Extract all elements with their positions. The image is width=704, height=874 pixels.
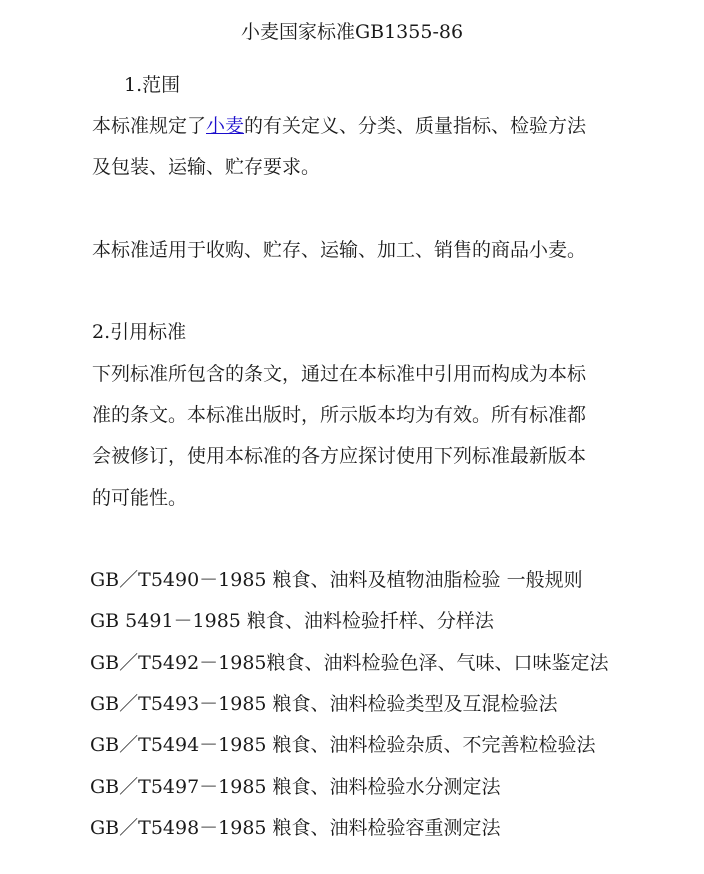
reference-item: GB／T5493－1985 粮食、油料检验类型及互混检验法 <box>90 693 558 715</box>
scope-text-before: 本标准规定了 <box>92 115 207 137</box>
reference-item: GB／T5494－1985 粮食、油料检验杂质、不完善粒检验法 <box>90 734 596 756</box>
references-paragraph-line-2: 准的条文。本标准出版时，所示版本均为有效。所有标准都 <box>92 404 587 426</box>
reference-item: GB／T5497－1985 粮食、油料检验水分测定法 <box>90 776 501 798</box>
scope-paragraph-line-2: 及包装、运输、贮存要求。 <box>92 156 321 178</box>
references-paragraph-line-4: 的可能性。 <box>92 487 188 509</box>
reference-item: GB／T5490－1985 粮食、油料及植物油脂检验 一般规则 <box>90 569 583 591</box>
scope-paragraph-line-1 <box>92 112 586 140</box>
reference-item: GB／T5498－1985 粮食、油料检验容重测定法 <box>90 817 501 839</box>
reference-item: GB 5491－1985 粮食、油料检验扦样、分样法 <box>90 610 494 632</box>
wheat-link[interactable]: 小麦 <box>206 115 245 137</box>
scope-text-after: 的有关定义、分类、质量指标、检验方法 <box>244 115 587 137</box>
section-2-heading: 2.引用标准 <box>92 321 187 343</box>
references-paragraph-line-3: 会被修订，使用本标准的各方应探讨使用下列标准最新版本 <box>92 445 587 467</box>
scope-applicability-paragraph: 本标准适用于收购、贮存、运输、加工、销售的商品小麦。 <box>92 239 587 261</box>
section-1-heading: 1.范围 <box>124 74 181 96</box>
references-paragraph-line-1: 下列标准所包含的条文，通过在本标准中引用而构成为本标 <box>92 363 587 385</box>
reference-item: GB／T5492－1985粮食、油料检验色泽、气味、口味鉴定法 <box>90 652 609 674</box>
document-title: 小麦国家标准GB1355-86 <box>240 21 464 43</box>
